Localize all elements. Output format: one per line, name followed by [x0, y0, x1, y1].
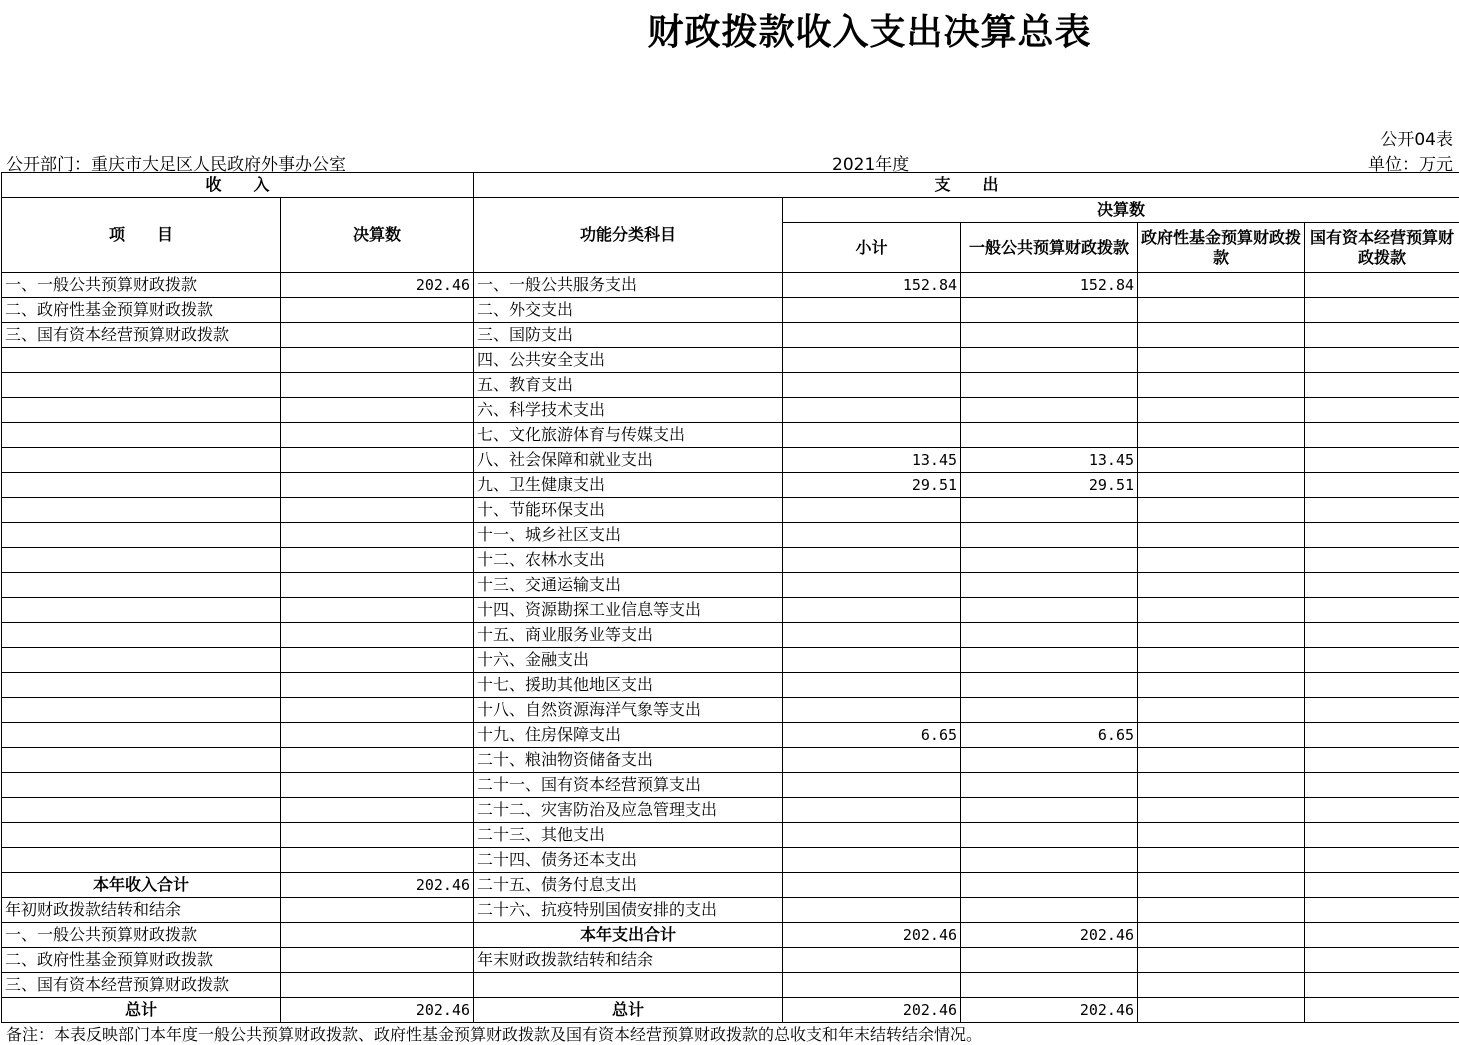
expense-header: 支 出 [474, 173, 1459, 198]
table-row [2, 473, 1459, 498]
general-budget-value [961, 498, 1138, 523]
subtotal-value: 29.51 [783, 473, 961, 498]
general-budget-value [961, 523, 1138, 548]
table-row [2, 598, 1459, 623]
state-capital-value [1305, 598, 1459, 623]
expense-item: 十七、援助其他地区支出 [474, 673, 783, 698]
income-item: 总计 [2, 998, 281, 1023]
table-row [2, 898, 1459, 923]
state-capital-value [1305, 498, 1459, 523]
form-number: 公开04表 [1380, 130, 1453, 150]
gov-fund-value [1138, 973, 1305, 998]
gov-fund-value [1138, 523, 1305, 548]
general-budget-value [961, 573, 1138, 598]
income-item: 三、国有资本经营预算财政拨款 [2, 323, 281, 348]
unit-label: 单位：万元 [1368, 155, 1453, 175]
expense-item: 二十一、国有资本经营预算支出 [474, 773, 783, 798]
state-capital-value [1305, 698, 1459, 723]
income-amount [281, 798, 474, 823]
department-label: 公开部门：重庆市大足区人民政府外事办公室 [6, 155, 346, 175]
general-budget-value [961, 598, 1138, 623]
final-amount-header: 决算数 [783, 198, 1459, 223]
subtotal-value [783, 423, 961, 448]
expense-item: 八、社会保障和就业支出 [474, 448, 783, 473]
state-capital-value [1305, 323, 1459, 348]
table-row [2, 923, 1459, 948]
income-item [2, 573, 281, 598]
income-amount [281, 398, 474, 423]
income-item [2, 423, 281, 448]
table-row [2, 973, 1459, 998]
state-capital-value [1305, 473, 1459, 498]
expense-item: 五、教育支出 [474, 373, 783, 398]
income-amount [281, 773, 474, 798]
table-row [2, 273, 1459, 298]
expense-item: 二十三、其他支出 [474, 823, 783, 848]
state-capital-value [1305, 673, 1459, 698]
income-amount [281, 748, 474, 773]
income-item: 三、国有资本经营预算财政拨款 [2, 973, 281, 998]
gov-fund-value [1138, 823, 1305, 848]
expense-item: 总计 [474, 998, 783, 1023]
subtotal-value [783, 398, 961, 423]
general-budget-value [961, 398, 1138, 423]
income-amount: 202.46 [281, 998, 474, 1023]
general-budget-value [961, 698, 1138, 723]
table-row [2, 948, 1459, 973]
income-amount [281, 448, 474, 473]
subtotal-value [783, 848, 961, 873]
subtotal-value [783, 573, 961, 598]
table-row [2, 798, 1459, 823]
gov-fund-value [1138, 673, 1305, 698]
expense-item: 年末财政拨款结转和结余 [474, 948, 783, 973]
gov-fund-value [1138, 298, 1305, 323]
expense-item: 十四、资源勘探工业信息等支出 [474, 598, 783, 623]
general-budget-value [961, 648, 1138, 673]
gov-fund-value [1138, 373, 1305, 398]
general-budget-header: 一般公共预算财政拨款 [961, 223, 1138, 273]
expense-item: 十九、住房保障支出 [474, 723, 783, 748]
state-capital-value [1305, 823, 1459, 848]
subtotal-value [783, 798, 961, 823]
income-amount [281, 523, 474, 548]
expense-item: 十八、自然资源海洋气象等支出 [474, 698, 783, 723]
expense-item: 十一、城乡社区支出 [474, 523, 783, 548]
state-capital-value [1305, 398, 1459, 423]
subtotal-value: 13.45 [783, 448, 961, 473]
state-capital-value [1305, 798, 1459, 823]
subtotal-value: 202.46 [783, 923, 961, 948]
income-amount [281, 698, 474, 723]
footnote: 备注：本表反映部门本年度一般公共预算财政拨款、政府性基金预算财政拨款及国有资本经营预算财政拨款的总收支和年末结转结余情况。 [6, 1025, 983, 1044]
state-capital-value [1305, 998, 1459, 1023]
gov-fund-value [1138, 498, 1305, 523]
table-row [2, 873, 1459, 898]
income-item: 一、一般公共预算财政拨款 [2, 273, 281, 298]
income-item: 本年收入合计 [2, 873, 281, 898]
gov-fund-value [1138, 323, 1305, 348]
state-capital-value [1305, 748, 1459, 773]
state-capital-value [1305, 773, 1459, 798]
income-item [2, 448, 281, 473]
subtotal-value [783, 598, 961, 623]
table-row [2, 373, 1459, 398]
subtotal-value: 152.84 [783, 273, 961, 298]
gov-fund-value [1138, 848, 1305, 873]
gov-fund-value [1138, 573, 1305, 598]
income-item: 二、政府性基金预算财政拨款 [2, 948, 281, 973]
income-amount [281, 498, 474, 523]
table-row [2, 623, 1459, 648]
gov-fund-value [1138, 423, 1305, 448]
amount-header: 决算数 [281, 198, 474, 273]
expense-item: 四、公共安全支出 [474, 348, 783, 373]
general-budget-value [961, 298, 1138, 323]
income-amount [281, 298, 474, 323]
income-item [2, 623, 281, 648]
income-amount [281, 348, 474, 373]
general-budget-value [961, 423, 1138, 448]
income-item [2, 498, 281, 523]
general-budget-value [961, 673, 1138, 698]
subtotal-value [783, 373, 961, 398]
income-item [2, 723, 281, 748]
state-capital-value [1305, 298, 1459, 323]
income-amount [281, 673, 474, 698]
general-budget-value [961, 623, 1138, 648]
state-capital-value [1305, 848, 1459, 873]
income-amount [281, 948, 474, 973]
expense-item: 三、国防支出 [474, 323, 783, 348]
income-amount [281, 898, 474, 923]
subtotal-value [783, 498, 961, 523]
income-item: 年初财政拨款结转和结余 [2, 898, 281, 923]
gov-fund-value [1138, 348, 1305, 373]
state-capital-value [1305, 723, 1459, 748]
income-amount [281, 723, 474, 748]
gov-fund-value [1138, 648, 1305, 673]
income-item [2, 848, 281, 873]
table-row [2, 573, 1459, 598]
subtotal-value [783, 773, 961, 798]
income-item [2, 798, 281, 823]
table-row [2, 823, 1459, 848]
table-row [2, 723, 1459, 748]
budget-table [1, 172, 1459, 1023]
table-row [2, 848, 1459, 873]
state-capital-value [1305, 923, 1459, 948]
subtotal-value [783, 623, 961, 648]
general-budget-value: 6.65 [961, 723, 1138, 748]
expense-item: 二十四、债务还本支出 [474, 848, 783, 873]
table-row [2, 298, 1459, 323]
table-row [2, 323, 1459, 348]
general-budget-value [961, 873, 1138, 898]
general-budget-value: 202.46 [961, 923, 1138, 948]
gov-fund-value [1138, 748, 1305, 773]
income-amount [281, 598, 474, 623]
gov-fund-value [1138, 948, 1305, 973]
gov-fund-value [1138, 773, 1305, 798]
expense-item: 九、卫生健康支出 [474, 473, 783, 498]
gov-fund-value [1138, 398, 1305, 423]
table-row [2, 448, 1459, 473]
subtotal-value: 6.65 [783, 723, 961, 748]
general-budget-value [961, 948, 1138, 973]
state-capital-header: 国有资本经营预算财政拨款 [1305, 223, 1459, 273]
subtotal-value: 202.46 [783, 998, 961, 1023]
function-category-header: 功能分类科目 [474, 198, 783, 273]
gov-fund-value [1138, 873, 1305, 898]
income-amount [281, 623, 474, 648]
subtotal-value [783, 748, 961, 773]
gov-fund-value [1138, 598, 1305, 623]
income-amount [281, 848, 474, 873]
expense-item: 六、科学技术支出 [474, 398, 783, 423]
state-capital-value [1305, 948, 1459, 973]
expense-item: 二十二、灾害防治及应急管理支出 [474, 798, 783, 823]
state-capital-value [1305, 623, 1459, 648]
gov-fund-value [1138, 448, 1305, 473]
expense-item: 一、一般公共服务支出 [474, 273, 783, 298]
gov-fund-value [1138, 798, 1305, 823]
income-amount: 202.46 [281, 273, 474, 298]
subtotal-value [783, 323, 961, 348]
expense-item: 本年支出合计 [474, 923, 783, 948]
income-item [2, 648, 281, 673]
income-amount [281, 573, 474, 598]
income-item: 一、一般公共预算财政拨款 [2, 923, 281, 948]
general-budget-value [961, 773, 1138, 798]
subtotal-value [783, 648, 961, 673]
subtotal-value [783, 548, 961, 573]
gov-fund-value [1138, 698, 1305, 723]
gov-fund-value [1138, 723, 1305, 748]
income-item [2, 598, 281, 623]
state-capital-value [1305, 448, 1459, 473]
gov-fund-value [1138, 623, 1305, 648]
income-item [2, 473, 281, 498]
table-row [2, 498, 1459, 523]
expense-item: 十六、金融支出 [474, 648, 783, 673]
general-budget-value [961, 748, 1138, 773]
income-item [2, 398, 281, 423]
general-budget-value [961, 973, 1138, 998]
income-item [2, 373, 281, 398]
subtotal-value [783, 823, 961, 848]
expense-item: 七、文化旅游体育与传媒支出 [474, 423, 783, 448]
table-row [2, 548, 1459, 573]
state-capital-value [1305, 898, 1459, 923]
gov-fund-value [1138, 898, 1305, 923]
state-capital-value [1305, 573, 1459, 598]
subtotal-value [783, 348, 961, 373]
general-budget-value: 152.84 [961, 273, 1138, 298]
state-capital-value [1305, 423, 1459, 448]
general-budget-value [961, 823, 1138, 848]
gov-fund-header: 政府性基金预算财政拨款 [1138, 223, 1305, 273]
general-budget-value: 202.46 [961, 998, 1138, 1023]
table-row [2, 523, 1459, 548]
subtotal-value [783, 698, 961, 723]
general-budget-value [961, 798, 1138, 823]
expense-item: 二、外交支出 [474, 298, 783, 323]
income-item: 二、政府性基金预算财政拨款 [2, 298, 281, 323]
income-item [2, 548, 281, 573]
general-budget-value [961, 548, 1138, 573]
table-row [2, 748, 1459, 773]
income-header: 收 入 [2, 173, 474, 198]
subtotal-value [783, 898, 961, 923]
table-row [2, 698, 1459, 723]
gov-fund-value [1138, 923, 1305, 948]
income-amount [281, 923, 474, 948]
state-capital-value [1305, 973, 1459, 998]
subtotal-header: 小计 [783, 223, 961, 273]
table-row [2, 398, 1459, 423]
subtotal-value [783, 673, 961, 698]
expense-item: 二十五、债务付息支出 [474, 873, 783, 898]
table-row [2, 348, 1459, 373]
subtotal-value [783, 523, 961, 548]
table-row [2, 673, 1459, 698]
general-budget-value [961, 848, 1138, 873]
page-title: 财政拨款收入支出决算总表 [647, 12, 1092, 53]
general-budget-value [961, 373, 1138, 398]
income-amount [281, 648, 474, 673]
income-item [2, 748, 281, 773]
expense-item [474, 973, 783, 998]
income-item [2, 823, 281, 848]
income-amount [281, 423, 474, 448]
table-row [2, 998, 1459, 1023]
income-amount [281, 323, 474, 348]
fiscal-year: 2021年度 [832, 155, 910, 175]
table-row [2, 648, 1459, 673]
general-budget-value [961, 323, 1138, 348]
expense-item: 十三、交通运输支出 [474, 573, 783, 598]
general-budget-value: 13.45 [961, 448, 1138, 473]
table-row [2, 423, 1459, 448]
expense-item: 十、节能环保支出 [474, 498, 783, 523]
expense-item: 十五、商业服务业等支出 [474, 623, 783, 648]
general-budget-value [961, 348, 1138, 373]
subtotal-value [783, 973, 961, 998]
item-header: 项 目 [2, 198, 281, 273]
state-capital-value [1305, 348, 1459, 373]
income-amount [281, 373, 474, 398]
subtotal-value [783, 298, 961, 323]
expense-item: 二十、粮油物资储备支出 [474, 748, 783, 773]
state-capital-value [1305, 873, 1459, 898]
gov-fund-value [1138, 473, 1305, 498]
state-capital-value [1305, 548, 1459, 573]
income-item [2, 698, 281, 723]
general-budget-value [961, 898, 1138, 923]
state-capital-value [1305, 373, 1459, 398]
income-item [2, 773, 281, 798]
subtotal-value [783, 873, 961, 898]
expense-item: 二十六、抗疫特别国债安排的支出 [474, 898, 783, 923]
gov-fund-value [1138, 273, 1305, 298]
state-capital-value [1305, 648, 1459, 673]
gov-fund-value [1138, 998, 1305, 1023]
income-amount [281, 548, 474, 573]
income-amount [281, 973, 474, 998]
state-capital-value [1305, 523, 1459, 548]
income-item [2, 523, 281, 548]
subtotal-value [783, 948, 961, 973]
income-item [2, 673, 281, 698]
general-budget-value: 29.51 [961, 473, 1138, 498]
expense-item: 十二、农林水支出 [474, 548, 783, 573]
gov-fund-value [1138, 548, 1305, 573]
income-amount [281, 473, 474, 498]
state-capital-value [1305, 273, 1459, 298]
income-amount [281, 823, 474, 848]
table-row [2, 773, 1459, 798]
income-item [2, 348, 281, 373]
income-amount: 202.46 [281, 873, 474, 898]
